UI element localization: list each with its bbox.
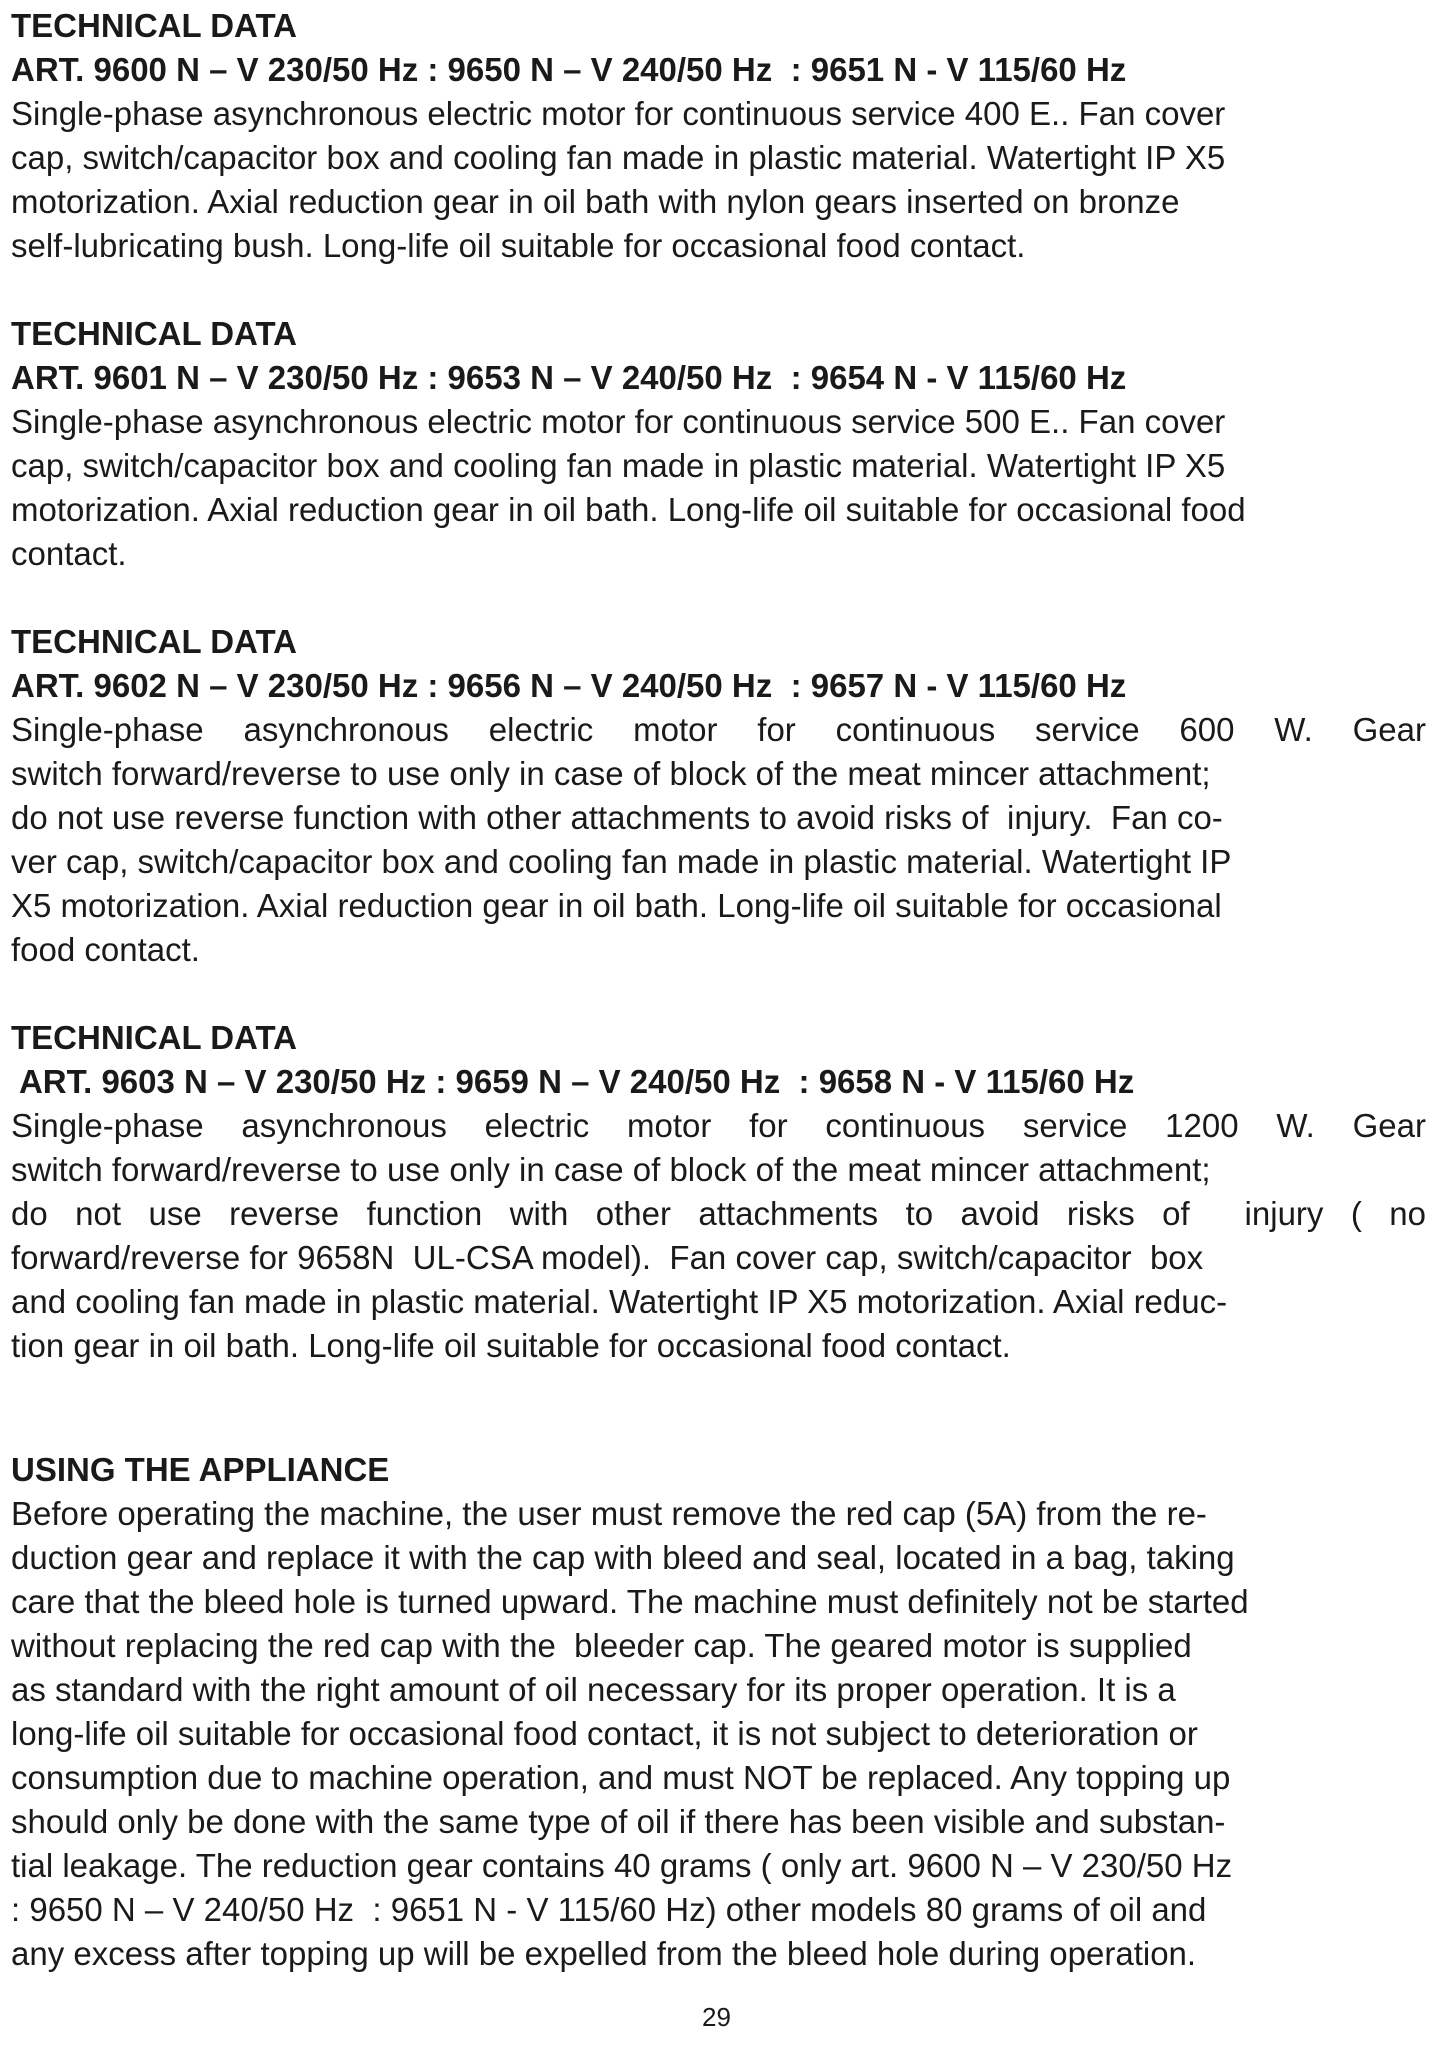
article-models-line: ART. 9602 N – V 230/50 Hz : 9656 N – V 240/50 Hz : 9657 N - V 115/60 Hz — [11, 667, 1127, 704]
body-line: should only be done with the same type of oil if there has been visible and substan- — [11, 1803, 1226, 1840]
technical-data-section-9603 — [11, 1016, 1426, 1368]
body-line: food contact. — [11, 931, 200, 968]
section-body — [11, 92, 1426, 268]
body-line: Single-phase asynchronous electric motor for continuous service 500 E.. Fan cover — [11, 403, 1226, 440]
body-line: consumption due to machine operation, and must NOT be replaced. Any topping up — [11, 1759, 1231, 1796]
body-line: do not use reverse function with other attachments to avoid risks of injury ( no — [11, 1195, 1426, 1232]
body-line: cap, switch/capacitor box and cooling fan made in plastic material. Watertight IP X5 — [11, 447, 1226, 484]
body-line: : 9650 N – V 240/50 Hz : 9651 N - V 115/60 Hz) other models 80 grams of oil and — [11, 1891, 1207, 1928]
section-heading: USING THE APPLIANCE — [11, 1451, 390, 1488]
body-line: switch forward/reverse to use only in case of block of the meat mincer attachment; — [11, 1151, 1211, 1188]
body-line: tial leakage. The reduction gear contains 40 grams ( only art. 9600 N – V 230/50 Hz — [11, 1847, 1233, 1884]
section-heading: TECHNICAL DATA — [11, 1019, 297, 1056]
body-line: X5 motorization. Axial reduction gear in oil bath. Long-life oil suitable for occasional — [11, 887, 1222, 924]
body-line: long-life oil suitable for occasional food contact, it is not subject to deterioration or — [11, 1715, 1198, 1752]
body-line: cap, switch/capacitor box and cooling fan made in plastic material. Watertight IP X5 — [11, 139, 1226, 176]
body-line: and cooling fan made in plastic material. Watertight IP X5 motorization. Axial reduc- — [11, 1283, 1228, 1320]
body-line: tion gear in oil bath. Long-life oil suitable for occasional food contact. — [11, 1327, 1011, 1364]
body-line: Before operating the machine, the user must remove the red cap (5A) from the re- — [11, 1495, 1207, 1532]
section-heading: TECHNICAL DATA — [11, 315, 297, 352]
body-line: duction gear and replace it with the cap with bleed and seal, located in a bag, taking — [11, 1539, 1235, 1576]
body-line: switch forward/reverse to use only in case of block of the meat mincer attachment; — [11, 755, 1211, 792]
article-models-line: ART. 9600 N – V 230/50 Hz : 9650 N – V 240/50 Hz : 9651 N - V 115/60 Hz — [11, 51, 1127, 88]
article-models-line: ART. 9603 N – V 230/50 Hz : 9659 N – V 240/50 Hz : 9658 N - V 115/60 Hz — [11, 1063, 1135, 1100]
using-the-appliance-section — [11, 1448, 1426, 1976]
technical-data-section-9600 — [11, 4, 1426, 268]
body-line: motorization. Axial reduction gear in oil bath with nylon gears inserted on bronze — [11, 183, 1180, 220]
body-line: without replacing the red cap with the bleeder cap. The geared motor is supplied — [11, 1627, 1192, 1664]
section-body — [11, 708, 1426, 972]
body-line: forward/reverse for 9658N UL-CSA model). Fan cover cap, switch/capacitor box — [11, 1239, 1204, 1276]
body-line: self-lubricating bush. Long-life oil suitable for occasional food contact. — [11, 227, 1026, 264]
article-models-line: ART. 9601 N – V 230/50 Hz : 9653 N – V 240/50 Hz : 9654 N - V 115/60 Hz — [11, 359, 1127, 396]
section-body — [11, 400, 1426, 576]
body-line: motorization. Axial reduction gear in oil bath. Long-life oil suitable for occasional food — [11, 491, 1246, 528]
body-line: care that the bleed hole is turned upward. The machine must definitely not be started — [11, 1583, 1249, 1620]
body-line: Single-phase asynchronous electric motor for continuous service 600 W. Gear — [11, 711, 1426, 748]
section-heading: TECHNICAL DATA — [11, 7, 297, 44]
section-body — [11, 1104, 1426, 1368]
technical-data-section-9601 — [11, 312, 1426, 576]
section-heading: TECHNICAL DATA — [11, 623, 297, 660]
body-line: do not use reverse function with other attachments to avoid risks of injury. Fan co- — [11, 799, 1223, 836]
body-line: contact. — [11, 535, 127, 572]
body-line: any excess after topping up will be expelled from the bleed hole during operation. — [11, 1935, 1197, 1972]
section-body — [11, 1492, 1426, 1976]
body-line: Single-phase asynchronous electric motor for continuous service 400 E.. Fan cover — [11, 95, 1226, 132]
technical-data-section-9602 — [11, 620, 1426, 972]
body-line: ver cap, switch/capacitor box and cooling fan made in plastic material. Watertight IP — [11, 843, 1232, 880]
page-number: 29 — [702, 2002, 731, 2032]
body-line: as standard with the right amount of oil necessary for its proper operation. It is a — [11, 1671, 1176, 1708]
body-line: Single-phase asynchronous electric motor for continuous service 1200 W. Gear — [11, 1107, 1426, 1144]
